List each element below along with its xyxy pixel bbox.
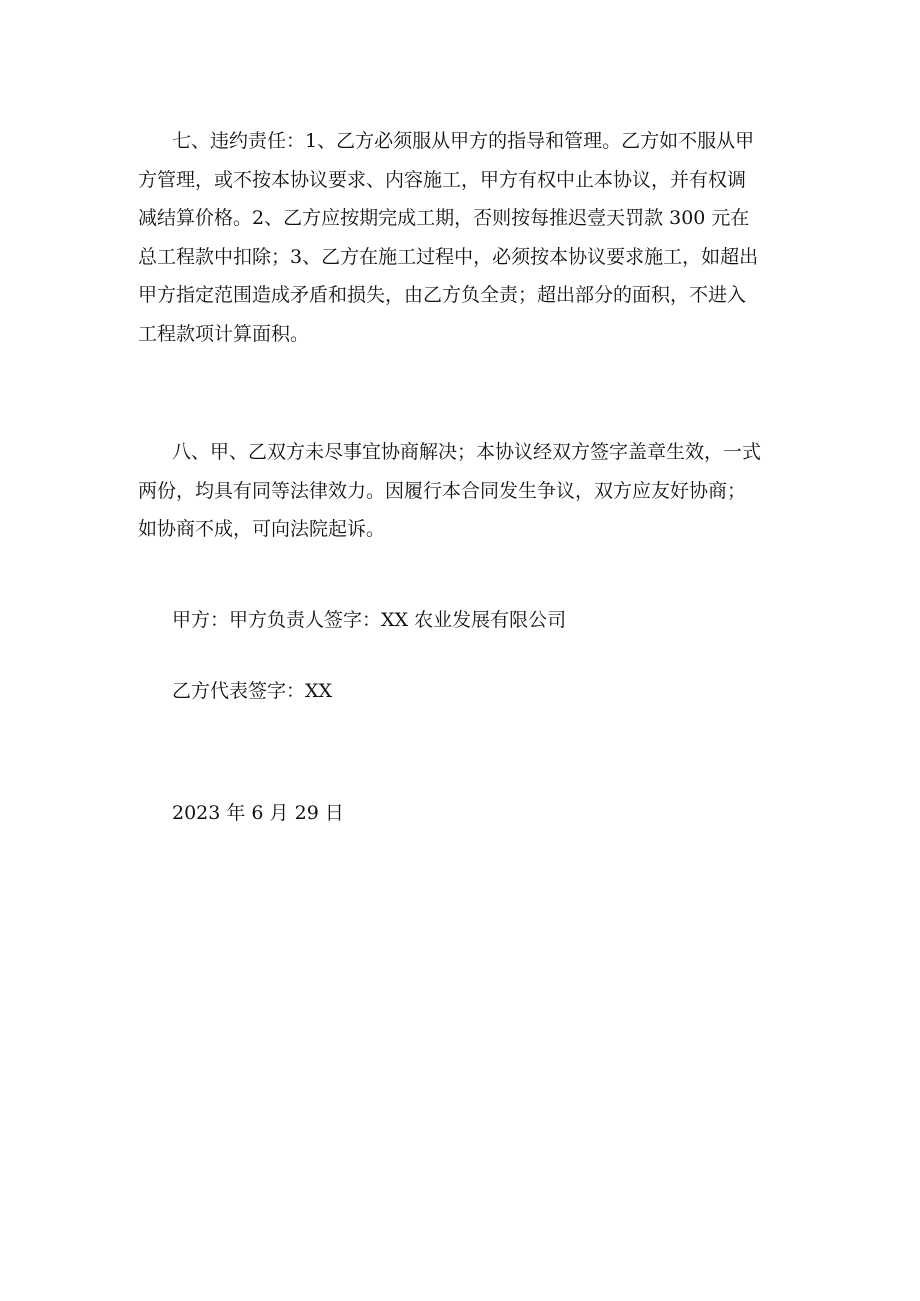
signing-date: 2023 年 6 月 29 日 — [172, 802, 344, 824]
clause-7-line: 工程款项计算面积。 — [138, 322, 310, 345]
clause-7-line: 甲方指定范围造成矛盾和损失，由乙方负全责；超出部分的面积，不进入 — [138, 284, 747, 307]
clause-8-line: 两份，均具有同等法律效力。因履行本合同发生争议，双方应友好协商； — [138, 479, 747, 502]
clause-8-other-matters — [138, 433, 788, 549]
clause-8-line: 如协商不成，可向法院起诉。 — [138, 518, 386, 541]
clause-8-line: 八、甲、乙双方未尽事宜协商解决；本协议经双方签字盖章生效，一式 — [172, 441, 762, 463]
clause-7-line: 减结算价格。2、乙方应按期完成工期，否则按每推迟壹天罚款 300 元在 — [138, 207, 750, 230]
party-a-signature: 甲方：甲方负责人签字：XX 农业发展有限公司 — [172, 609, 567, 631]
clause-7-line: 七、违约责任：1、乙方必须服从甲方的指导和管理。乙方如不服从甲 — [172, 130, 755, 152]
clause-7-breach-liability — [138, 122, 788, 354]
clause-7-line: 方管理，或不按本协议要求、内容施工，甲方有权中止本协议，并有权调 — [138, 168, 747, 191]
party-b-signature: 乙方代表签字：XX — [172, 680, 333, 702]
clause-7-line: 总工程款中扣除；3、乙方在施工过程中，必须按本协议要求施工，如超出 — [138, 245, 759, 268]
